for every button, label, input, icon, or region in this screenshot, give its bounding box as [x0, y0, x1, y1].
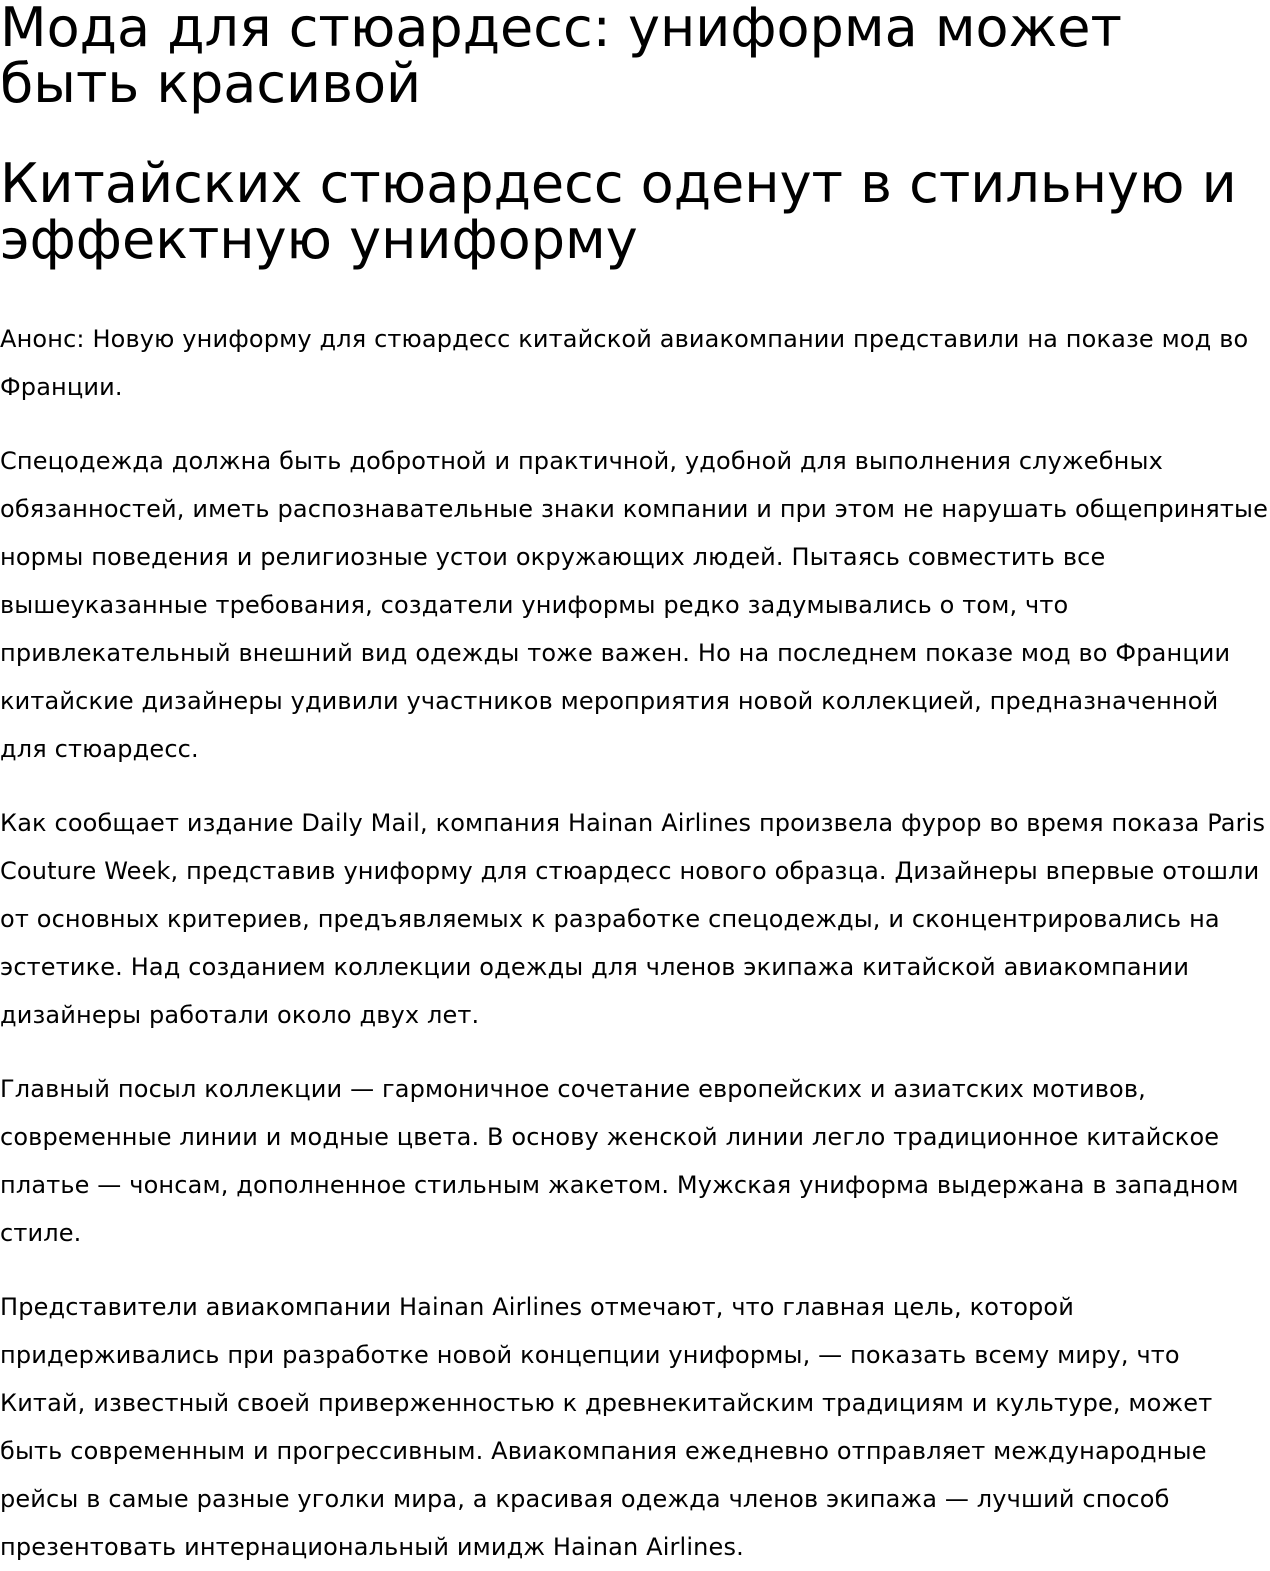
body-paragraph-4: Представители авиакомпании Hainan Airlines отмечают, что главная цель, которой придерживались при разработке новой концепции униформы, — показать всему миру, что Китай, известный своей приверженностью к древнекитайским традициям и культуре, может быть современным и прогрессивным. Авиакомпания ежедневно отправляет международные рейсы в самые разные уголки мира, а красивая одежда членов экипажа — лучший способ презентовать интернациональный имидж Hainan Airlines.	[0, 1293, 1213, 1561]
body-paragraph-2: Как сообщает издание Daily Mail, компания Hainan Airlines произвела фурор во время показа Paris Couture Week, представив униформу для стюардесс нового образца. Дизайнеры впервые отошли от основных критериев, предъявляемых к разработке спецодежды, и сконцентрировались на эстетике. Над созданием коллекции одежды для членов экипажа китайской авиакомпании дизайнеры работали около двух лет.	[0, 809, 1266, 1029]
lead-paragraph: Анонс: Новую униформу для стюардесс китайской авиакомпании представили на показе мод во Франции.	[0, 325, 1249, 401]
page-title: Мода для стюардесс: униформа может быть красивой	[0, 0, 1122, 115]
body-paragraph-1: Спецодежда должна быть добротной и практичной, удобной для выполнения служебных обязанностей, иметь распознавательные знаки компании и при этом не нарушать общепринятые нормы поведения и религиозные устои окружающих людей. Пытаясь совместить все вышеуказанные требования, создатели униформы редко задумывались о том, что привлекательный внешний вид одежды тоже важен. Но на последнем показе мод во Франции китайские дизайнеры удивили участников мероприятия новой коллекцией, предназначенной для стюардесс.	[0, 447, 1269, 763]
page-subtitle: Китайских стюардесс оденут в стильную и эффектную униформу	[0, 152, 1237, 271]
body-paragraph-3: Главный посыл коллекции — гармоничное сочетание европейских и азиатских мотивов, современные линии и модные цвета. В основу женской линии легло традиционное китайское платье — чонсам, дополненное стильным жакетом. Мужская униформа выдержана в западном стиле.	[0, 1075, 1239, 1247]
